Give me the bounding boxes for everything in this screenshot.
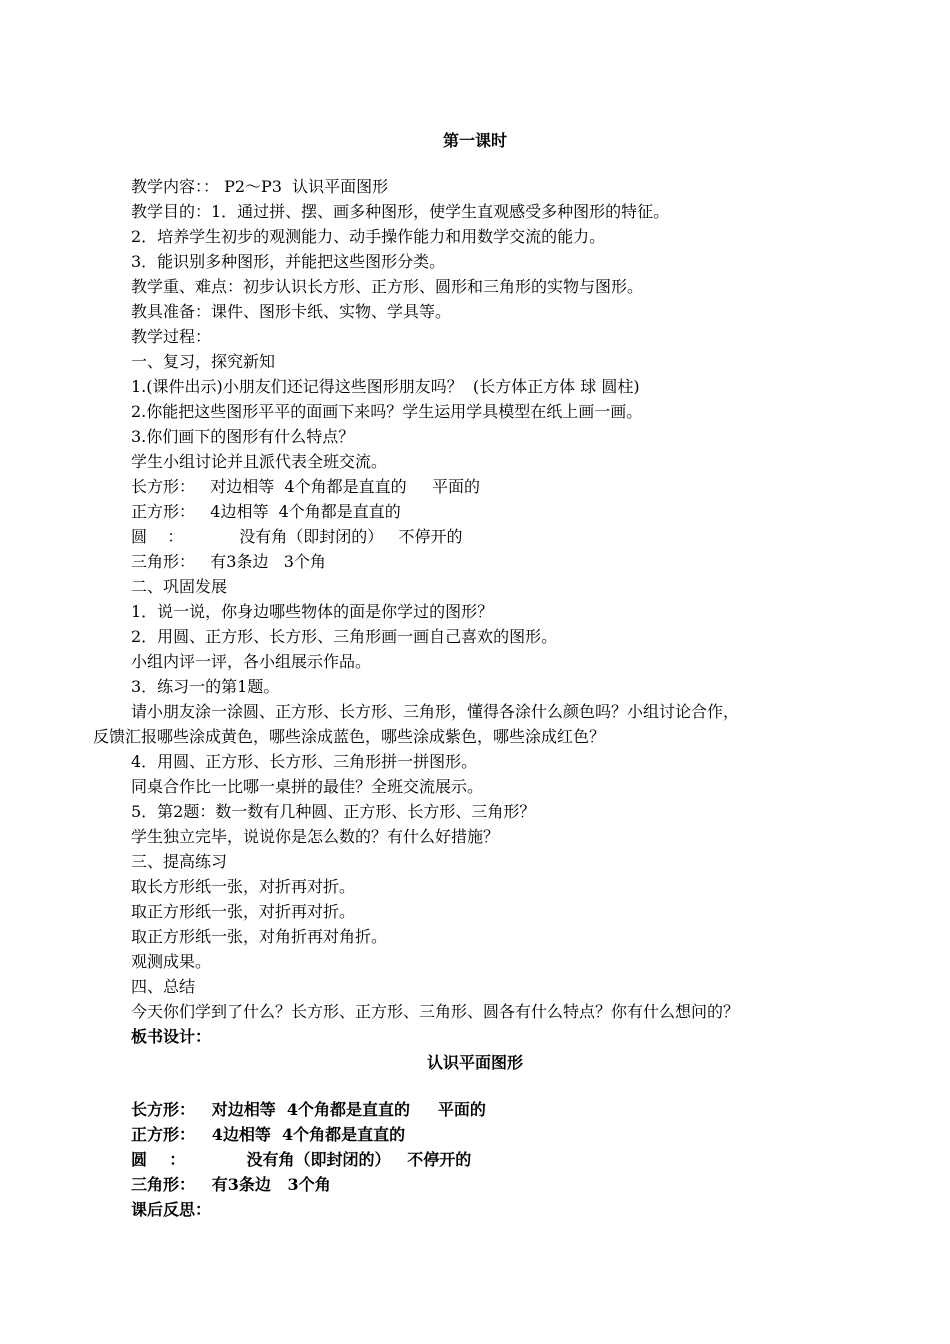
body-line: 反馈汇报哪些涂成黄色，哪些涂成蓝色，哪些涂成紫色，哪些涂成红色？	[93, 727, 606, 746]
body-line: 今天你们学到了什么？长方形、正方形、三角形、圆各有什么特点？你有什么想问的？	[131, 1002, 740, 1021]
section-heading-3: 三、提高练习	[131, 852, 228, 871]
board-line-square: 正方形： 4边相等 4个角都是直直的	[131, 1125, 406, 1144]
body-line: 3．练习一的第1题。	[131, 677, 280, 696]
body-line-keypoints: 教学重、难点：初步认识长方形、正方形、圆形和三角形的实物与图形。	[131, 277, 644, 296]
body-line: 学生小组讨论并且派代表全班交流。	[131, 452, 388, 471]
shape-line-square: 正方形： 4边相等 4个角都是直直的	[131, 502, 401, 521]
body-line: 5．第2题：数一数有几种圆、正方形、长方形、三角形？	[131, 802, 536, 821]
body-line: 2.你能把这些图形平平的面画下来吗？学生运用学具模型在纸上画一画。	[131, 402, 643, 421]
body-line-goal-2: 2．培养学生初步的观测能力、动手操作能力和用数学交流的能力。	[131, 227, 606, 246]
shape-line-circle: 圆 ： 没有角（即封闭的） 不停开的	[131, 527, 463, 546]
body-line: 取正方形纸一张，对折再对折。	[131, 902, 356, 921]
body-line-goal: 教学目的：1．通过拼、摆、画多种图形，使学生直观感受多种图形的特征。	[131, 202, 670, 221]
body-line: 同桌合作比一比哪一桌拼的最佳？全班交流展示。	[131, 777, 484, 796]
body-line: 请小朋友涂一涂圆、正方形、长方形、三角形，懂得各涂什么颜色吗？小组讨论合作，	[131, 702, 740, 721]
shape-line-rectangle: 长方形： 对边相等 4个角都是直直的 平面的	[131, 477, 481, 496]
body-line-goal-3: 3．能识别多种图形，并能把这些图形分类。	[131, 252, 446, 271]
body-line-content: 教学内容：： P2～P3 认识平面图形	[131, 177, 389, 196]
body-line: 取长方形纸一张，对折再对折。	[131, 877, 356, 896]
page-title: 第一课时	[442, 131, 507, 150]
board-line-circle: 圆 ： 没有角（即封闭的） 不停开的	[131, 1150, 472, 1169]
board-line-triangle: 三角形： 有3条边 3个角	[131, 1175, 331, 1194]
body-line: 4．用圆、正方形、长方形、三角形拼一拼图形。	[131, 752, 478, 771]
board-title: 认识平面图形	[426, 1053, 523, 1072]
body-line: 观测成果。	[131, 952, 212, 971]
body-line: 1.(课件出示)小朋友们还记得这些图形朋友吗？ (长方体正方体 球 圆柱)	[131, 377, 640, 396]
section-heading-4: 四、总结	[131, 977, 196, 996]
body-line: 取正方形纸一张，对角折再对角折。	[131, 927, 388, 946]
body-line: 学生独立完毕，说说你是怎么数的？有什么好措施？	[131, 827, 500, 846]
body-line: 3.你们画下的图形有什么特点？	[131, 427, 355, 446]
body-line-process: 教学过程：	[131, 327, 212, 346]
body-line: 小组内评一评，各小组展示作品。	[131, 652, 372, 671]
body-line: 2．用圆、正方形、长方形、三角形画一画自己喜欢的图形。	[131, 627, 558, 646]
section-heading-1: 一、复习，探究新知	[131, 352, 276, 371]
shape-line-triangle: 三角形： 有3条边 3个角	[131, 552, 326, 571]
board-design-heading: 板书设计：	[131, 1027, 212, 1046]
section-heading-2: 二、巩固发展	[131, 577, 228, 596]
body-line-materials: 教具准备：课件、图形卡纸、实物、学具等。	[131, 302, 452, 321]
reflection-heading: 课后反思：	[131, 1200, 212, 1219]
board-line-rectangle: 长方形： 对边相等 4个角都是直直的 平面的	[131, 1100, 486, 1119]
body-line: 1．说一说，你身边哪些物体的面是你学过的图形？	[131, 602, 494, 621]
